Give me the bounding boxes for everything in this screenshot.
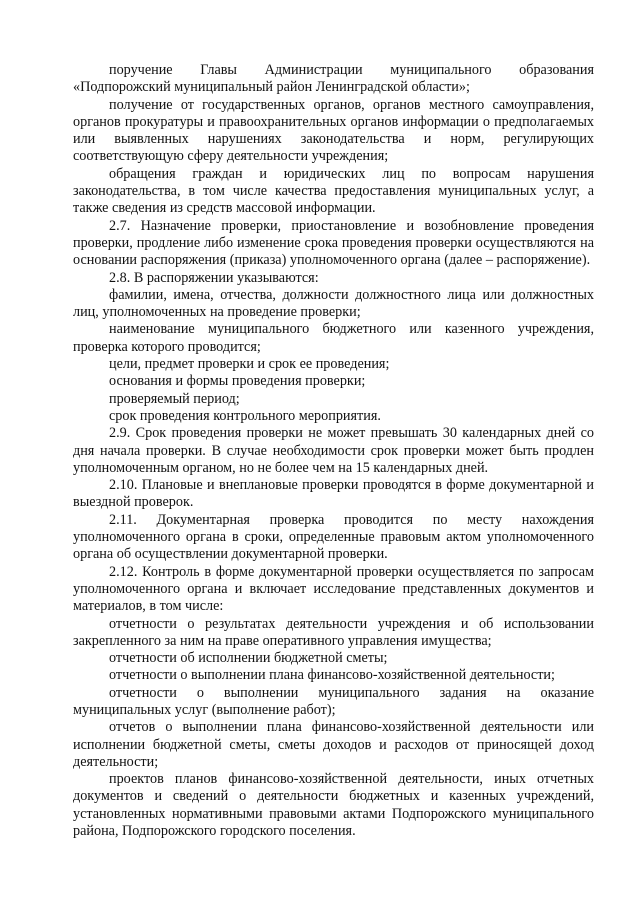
- paragraph-13: 2.10. Плановые и внеплановые проверки проводятся в форме документарной и выездной проверок.: [73, 477, 594, 511]
- paragraph-10: проверяемый период;: [109, 390, 240, 407]
- paragraph-6: фамилии, имена, отчества, должности должностного лица или должностных лиц, уполномоченных на проведение проверки;: [73, 286, 594, 321]
- document-page: [73, 62, 594, 840]
- paragraph-11: срок проведения контрольного мероприятия.: [109, 407, 381, 424]
- paragraph-18: отчетности о выполнении плана финансово-хозяйственной деятельности;: [109, 667, 555, 684]
- paragraph-15: 2.12. Контроль в форме документарной проверки осуществляется по запросам уполномоченного органа и включает исследование представленных документов и материалов, в том числе:: [73, 563, 594, 615]
- paragraph-21: проектов планов финансово-хозяйственной деятельности, иных отчетных документов и сведений о деятельности бюджетных и казенных учреждений, установленных нормативными правовыми актами Подпорожского муниципального района, Подпорожского городского поселения.: [73, 771, 594, 840]
- paragraph-14: 2.11. Документарная проверка проводится по месту нахождения уполномоченного органа в сроки, определенные правовым актом уполномоченного органа об осуществлении документарной проверки.: [73, 511, 594, 563]
- paragraph-8: цели, предмет проверки и срок ее проведения;: [109, 356, 390, 373]
- paragraph-12: 2.9. Срок проведения проверки не может превышать 30 календарных дней со дня начала проверки. В случае необходимости срок проверки может быть продлен уполномоченным органом, но не более чем на 15 календарных дней.: [73, 425, 594, 476]
- paragraph-5: 2.8. В распоряжении указываются:: [109, 269, 319, 286]
- paragraph-9: основания и формы проведения проверки;: [109, 373, 366, 390]
- paragraph-4: 2.7. Назначение проверки, приостановление и возобновление проведения проверки, продление либо изменение срока проведения проверки осуществляются на основании распоряжения (приказа) уполномоченного органа (далее – распоряжение).: [73, 217, 594, 269]
- paragraph-7: наименование муниципального бюджетного или казенного учреждения, проверка которого проводится;: [73, 321, 594, 355]
- paragraph-19: отчетности о выполнении муниципального задания на оказание муниципальных услуг (выполнение работ);: [73, 684, 594, 718]
- paragraph-1: поручение Главы Администрации муниципального образования «Подпорожский муниципальный район Ленинградской области»;: [73, 62, 594, 96]
- paragraph-16: отчетности о результатах деятельности учреждения и об использовании закрепленного за ним на праве оперативного управления имущества;: [73, 615, 594, 649]
- paragraph-2: получение от государственных органов, органов местного самоуправления, органов прокуратуры и правоохранительных органов информации о предполагаемых или выявленных нарушениях законодательства и норм, регулирующих соответствующую сферу деятельности учреждения;: [73, 96, 594, 165]
- paragraph-3: обращения граждан и юридических лиц по вопросам нарушения законодательства, в том числе качества предоставления муниципальных услуг, а также сведения из средств массовой информации.: [73, 165, 594, 217]
- paragraph-17: отчетности об исполнении бюджетной сметы;: [109, 650, 388, 667]
- paragraph-20: отчетов о выполнении плана финансово-хозяйственной деятельности или исполнении бюджетной сметы, сметы доходов и расходов от приносящей доход деятельности;: [73, 719, 594, 770]
